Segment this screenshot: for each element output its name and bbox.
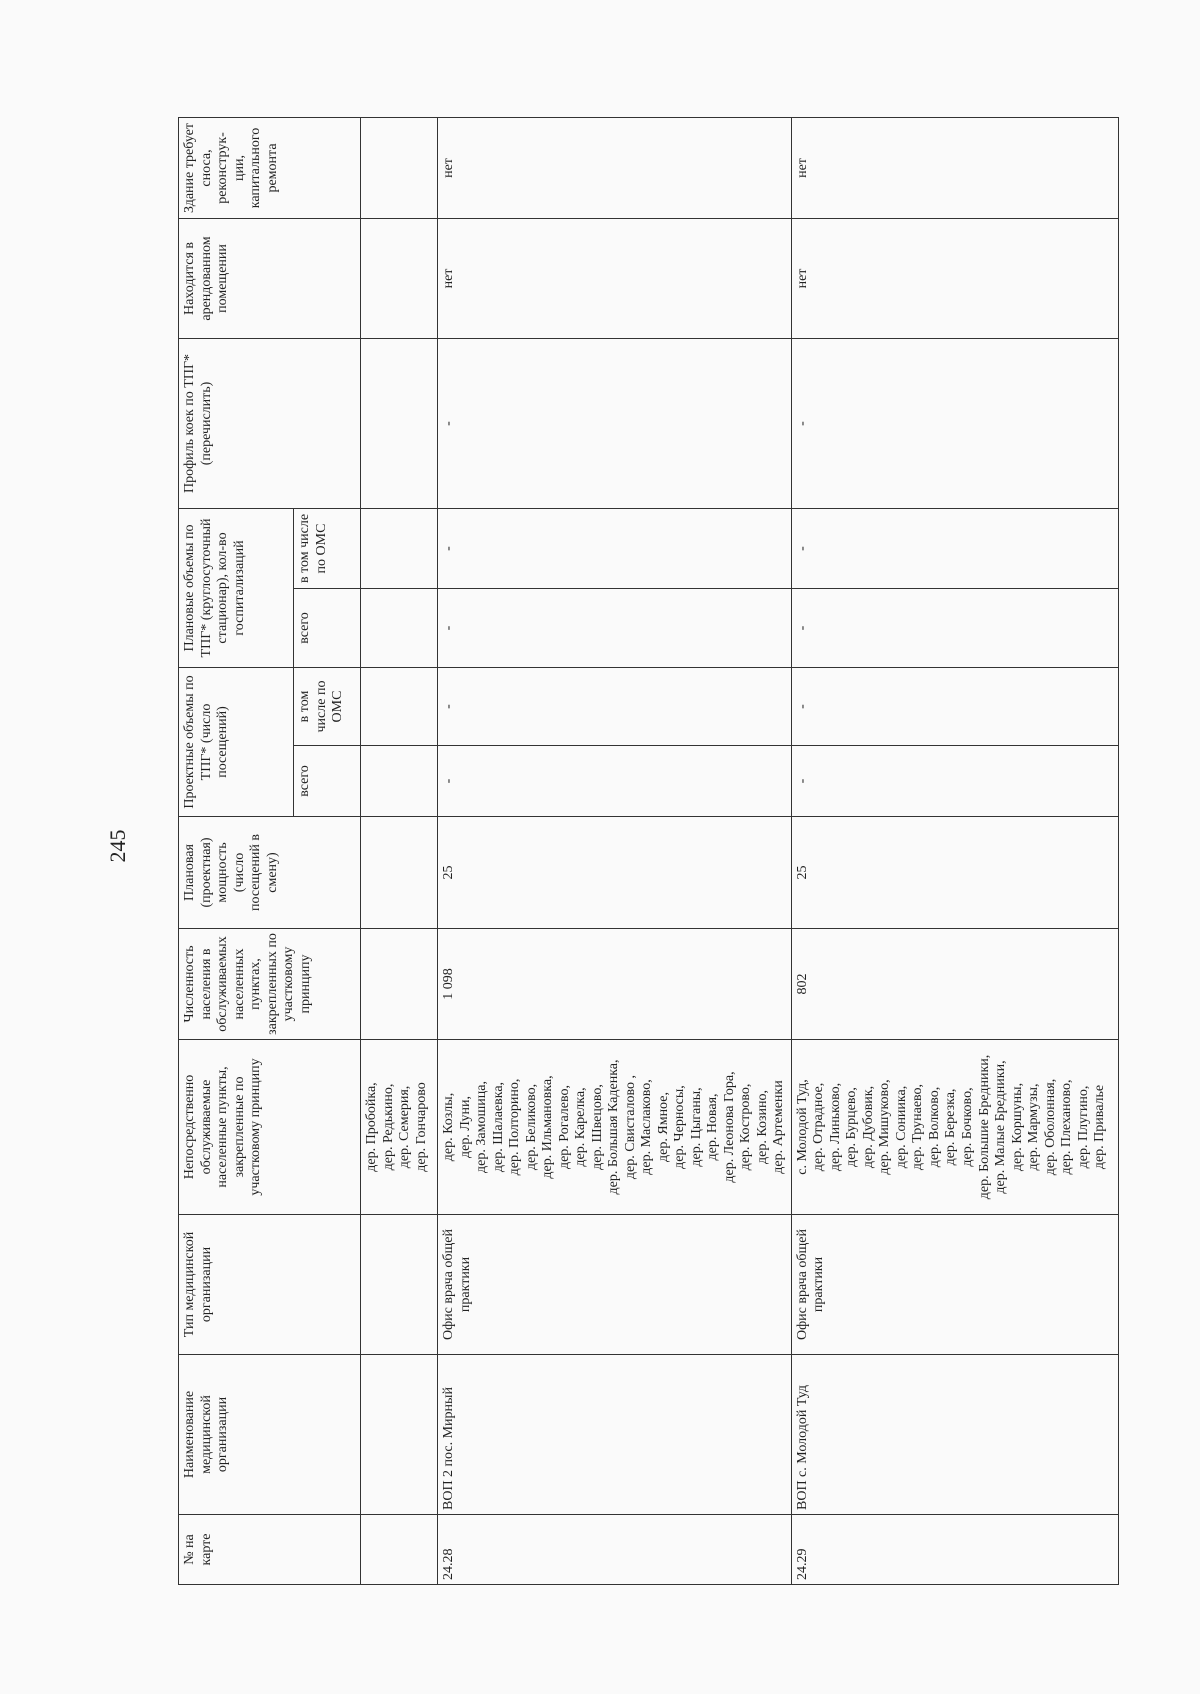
capacity-cell: 25	[791, 817, 1118, 929]
village-item: дер. Козино,	[754, 1090, 770, 1164]
visits-oms-cell: -	[438, 668, 792, 746]
table-cell	[361, 929, 438, 1040]
village-item: дер. Отрадное,	[811, 1082, 827, 1172]
bed-profile-cell: -	[791, 338, 1118, 508]
village-item: дер. Сониика,	[893, 1085, 909, 1169]
village-item: дер. Свисталово ,	[622, 1074, 638, 1180]
village-item: дер. Полторино,	[507, 1078, 523, 1176]
hosp-oms-cell: -	[438, 508, 792, 588]
header-org-type: Тип медицинской организации	[179, 1215, 361, 1355]
villages-cell	[361, 1040, 438, 1215]
village-item: дер. Черносы,	[672, 1085, 688, 1169]
population-cell: 1 098	[438, 929, 792, 1040]
villages-cell	[438, 1040, 792, 1215]
village-item: дер. Рогалево,	[556, 1084, 572, 1170]
village-item: дер. Большие Бредники,	[976, 1054, 992, 1200]
village-item: дер. Гончарово	[413, 1082, 429, 1172]
table-cell	[361, 508, 438, 588]
village-item: дер. Шалаевка,	[490, 1081, 506, 1173]
village-item: дер. Цыганы,	[688, 1087, 704, 1167]
village-item: дер. Ямное,	[655, 1092, 671, 1162]
header-hosp-total: всего	[294, 589, 361, 668]
village-item: дер. Замошица,	[474, 1081, 490, 1173]
rented-cell: нет	[438, 218, 792, 338]
table-cell	[361, 817, 438, 929]
table-row	[438, 117, 792, 1584]
header-row-1	[179, 117, 294, 1584]
header-visits-oms: в том числе по ОМС	[294, 668, 361, 746]
village-item: дер. Козлы,	[441, 1092, 456, 1162]
village-item: дер. Мармузы,	[1026, 1083, 1042, 1171]
table-cell	[361, 1215, 438, 1355]
header-population: Численность населения в обслуживаемых населенных пунктах, закрепленных по участковому принципу	[179, 929, 361, 1040]
village-item: дер. Трунаево,	[910, 1083, 926, 1171]
village-item: дер. Ильмановка,	[540, 1075, 556, 1179]
table-cell	[361, 746, 438, 817]
table-cell	[361, 668, 438, 746]
table-cell	[361, 338, 438, 508]
village-item: дер. Леонова Гора,	[721, 1071, 737, 1183]
header-villages: Непосредственно обслуживаемые населенные пункты, закрепленные по участковому принципу	[179, 1040, 361, 1215]
table-row-continuation	[361, 117, 438, 1584]
visits-total-cell: -	[791, 746, 1118, 817]
visits-total-cell: -	[438, 746, 792, 817]
population-cell: 802	[791, 929, 1118, 1040]
header-org-name: Наименование медицинской организации	[179, 1355, 361, 1515]
rented-cell: нет	[791, 218, 1118, 338]
org-name-cell: ВОП 2 пос. Мирный	[438, 1355, 792, 1515]
village-item: дер. Пробойка,	[364, 1082, 379, 1172]
page-number: 245	[105, 829, 130, 863]
org-type-cell: Офис врача общей практики	[791, 1215, 1118, 1355]
repair-cell: нет	[438, 117, 792, 218]
header-visits-total: всего	[294, 746, 361, 817]
table-cell	[361, 1355, 438, 1515]
village-item: дер. Березка,	[943, 1088, 959, 1166]
table-cell	[361, 218, 438, 338]
header-hosp-oms: в том числе по ОМС	[294, 508, 361, 588]
rotated-table-frame	[178, 118, 1110, 1585]
village-item: дер. Новая,	[705, 1093, 721, 1161]
header-map-no: № на карте	[179, 1515, 361, 1585]
header-visits-group: Проектные объемы по ТПГ* (число посещений)	[179, 668, 294, 817]
repair-cell: нет	[791, 117, 1118, 218]
village-item: дер. Привалье	[1092, 1084, 1108, 1170]
medical-organizations-table	[178, 117, 1119, 1585]
bed-profile-cell: -	[438, 338, 792, 508]
table-cell	[361, 117, 438, 218]
capacity-cell: 25	[438, 817, 792, 929]
hosp-total-cell: -	[438, 589, 792, 668]
map-no-cell: 24.28	[438, 1515, 792, 1585]
header-rented: Находится в арендованном помещении	[179, 218, 361, 338]
village-item: с. Молодой Туд,	[794, 1079, 810, 1175]
village-item: дер. Швецово,	[589, 1084, 605, 1170]
village-item: дер. Карелка,	[573, 1087, 589, 1167]
village-item: дер. Семерия,	[397, 1085, 413, 1169]
header-hosp-group: Плановые объемы по ТПГ* (круглосуточный стационар), кол-во госпитализаций	[179, 508, 294, 667]
village-item: дер. Редькино,	[380, 1083, 396, 1171]
header-capacity: Плановая (проектная) мощность (число посещений в смену)	[179, 817, 361, 929]
village-item: дер. Волково,	[926, 1086, 942, 1168]
village-item: дер. Бурцево,	[844, 1087, 860, 1167]
header-bed-profile: Профиль коек по ТПГ* (перечислить)	[179, 338, 361, 508]
village-item: дер. Артеменки	[771, 1080, 787, 1174]
village-item: дер. Бочково,	[959, 1087, 975, 1167]
hosp-total-cell: -	[791, 589, 1118, 668]
hosp-oms-cell: -	[791, 508, 1118, 588]
village-item: дер. Оболонная,	[1042, 1078, 1058, 1176]
table-cell	[361, 1515, 438, 1585]
village-item: дер. Малые Бредники,	[993, 1060, 1009, 1194]
village-item: дер. Маслаково,	[639, 1079, 655, 1175]
org-name-cell: ВОП с. Молодой Туд	[791, 1355, 1118, 1515]
table-row	[791, 117, 1118, 1584]
village-item: дер. Мишуково,	[877, 1079, 893, 1175]
village-item: дер. Большая Каденка,	[606, 1059, 622, 1195]
org-type-cell: Офис врача общей практики	[438, 1215, 792, 1355]
village-item: дер. Линьково,	[827, 1082, 843, 1172]
header-repair: Здание требует сноса, реконструк-ции, капитального ремонта	[179, 117, 361, 218]
village-item: дер. Беликово,	[523, 1083, 539, 1171]
visits-oms-cell: -	[791, 668, 1118, 746]
village-item: дер. Плугино,	[1075, 1085, 1091, 1169]
table-cell	[361, 589, 438, 668]
villages-cell	[791, 1040, 1118, 1215]
village-item: дер. Плеханово,	[1059, 1079, 1075, 1175]
village-item: дер. Кострово,	[738, 1083, 754, 1171]
village-item: дер. Коршуны,	[1009, 1082, 1025, 1172]
map-no-cell: 24.29	[791, 1515, 1118, 1585]
village-item: дер. Дубовик,	[860, 1085, 876, 1169]
village-item: дер. Луни,	[457, 1096, 473, 1158]
